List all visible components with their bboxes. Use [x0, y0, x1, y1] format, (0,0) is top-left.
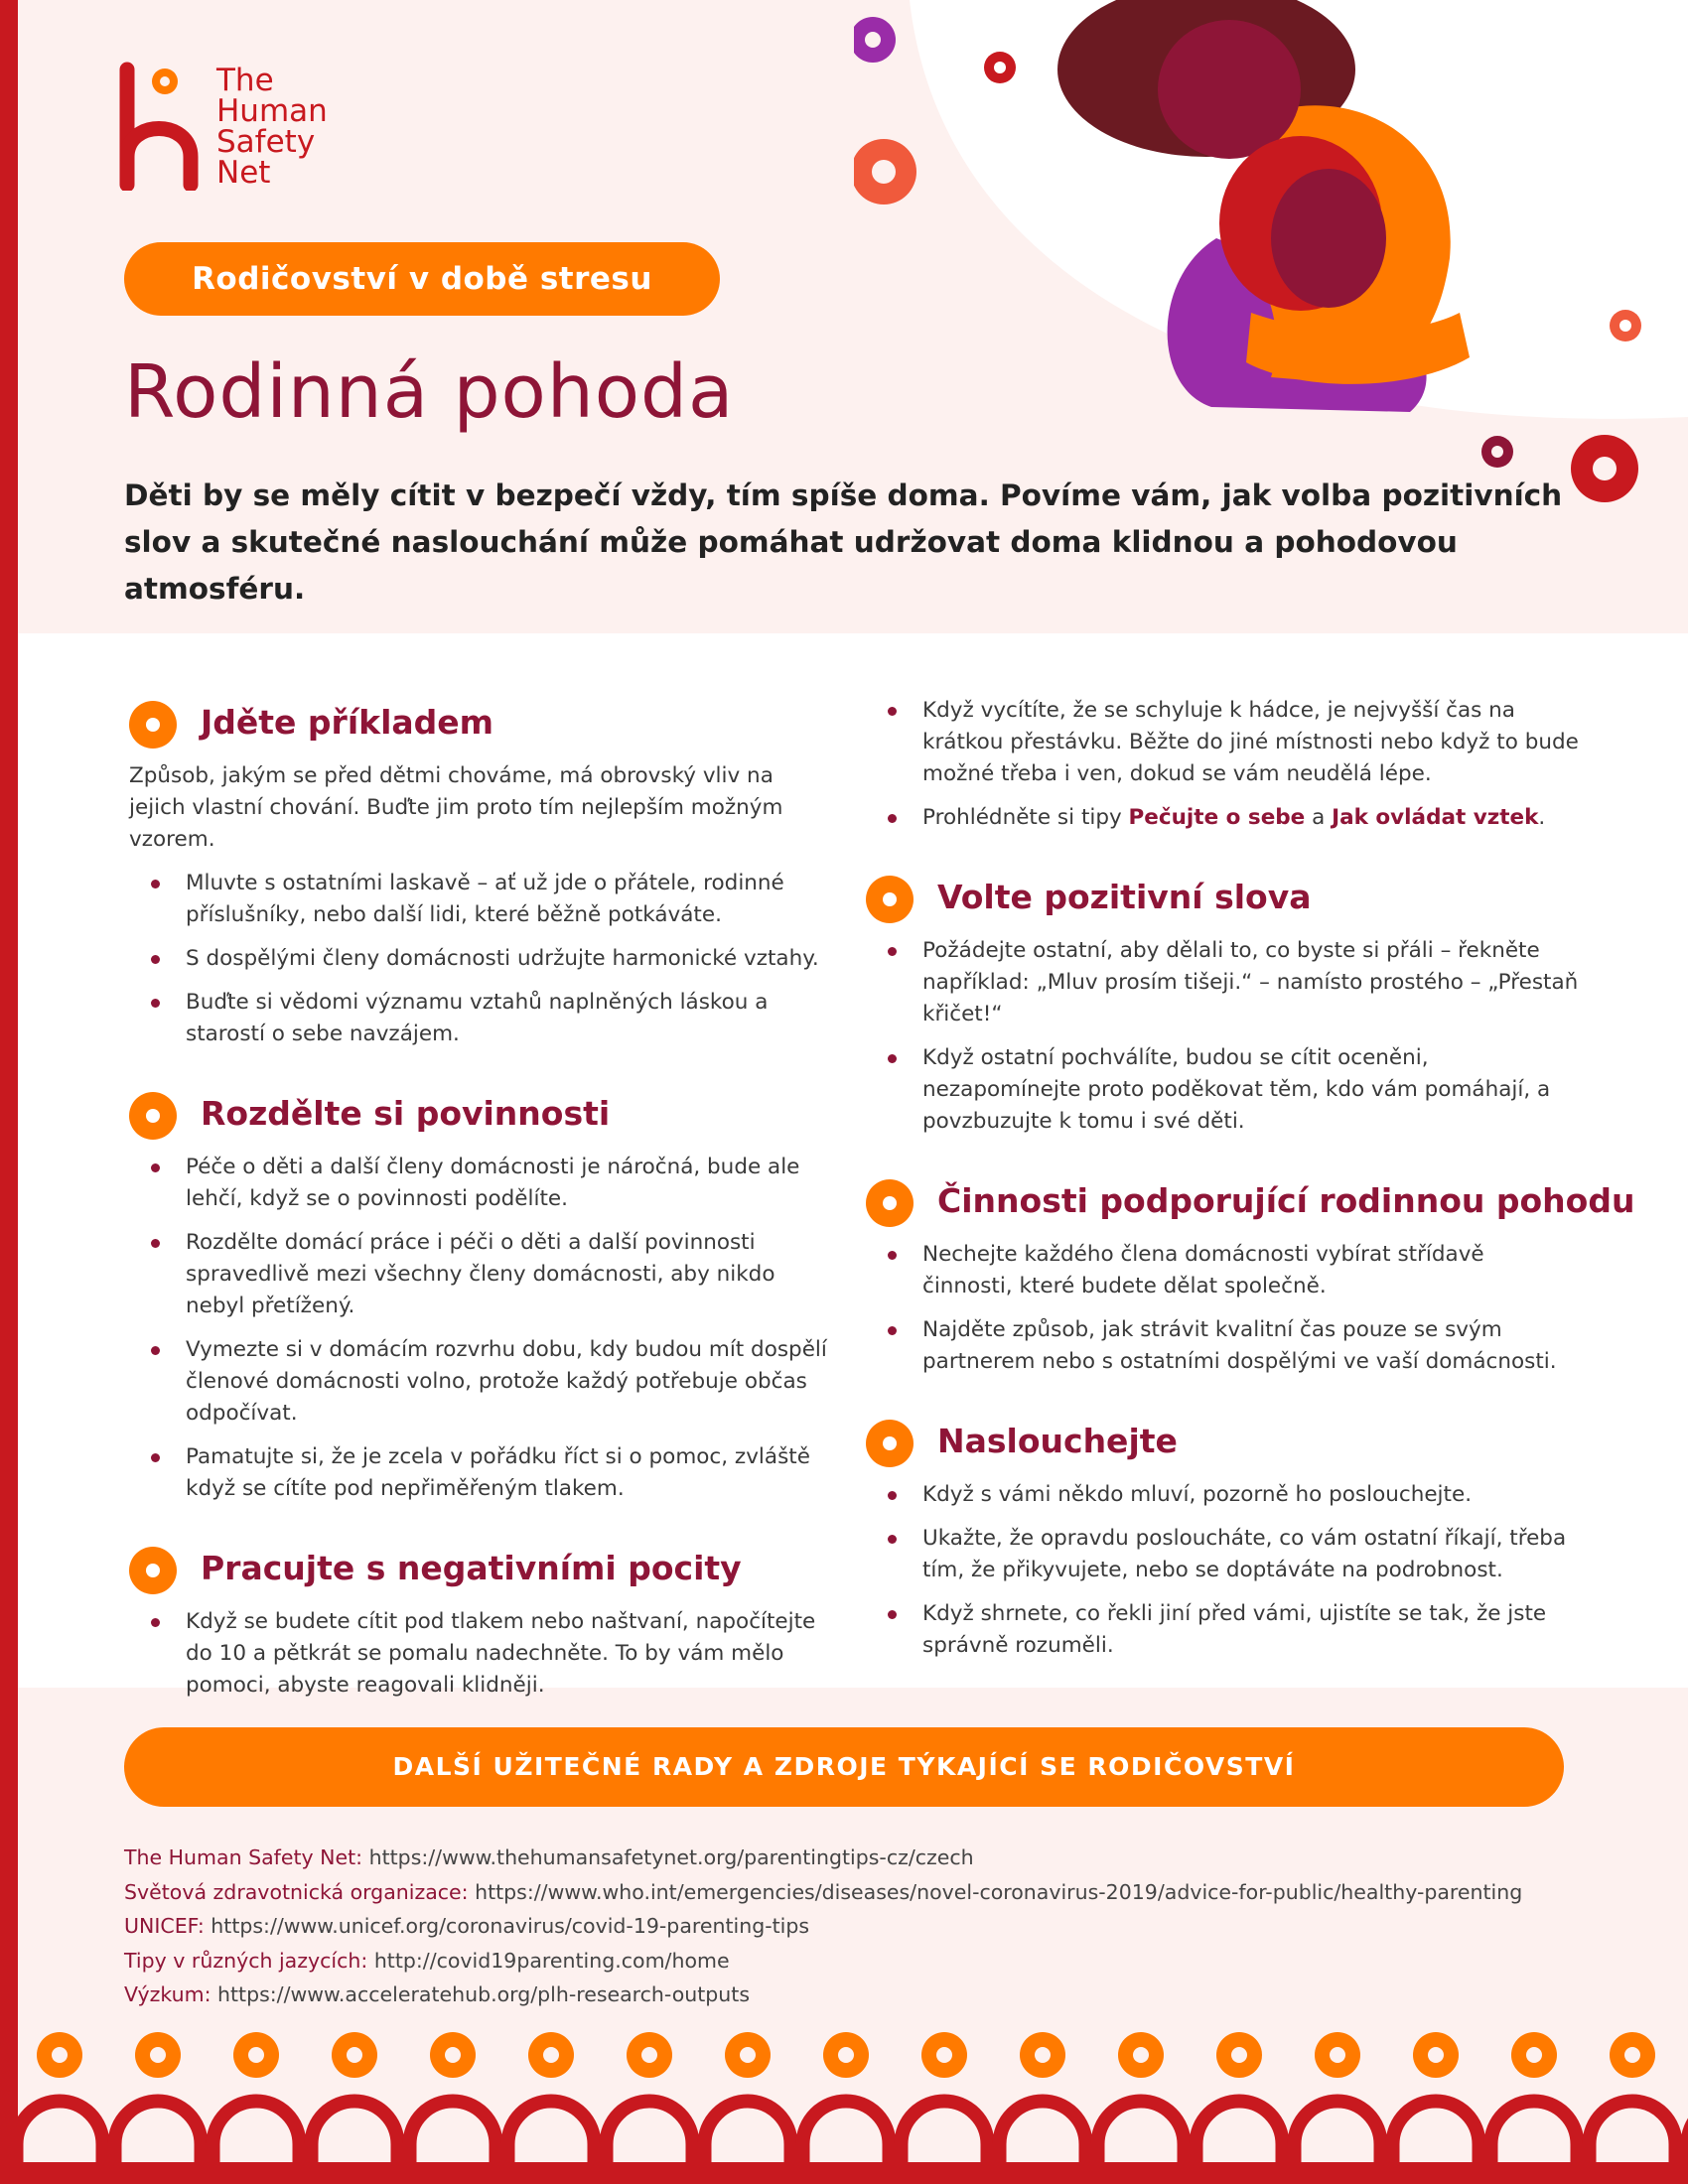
scallop-ring-hole [1526, 2047, 1542, 2063]
scallop-ring-hole [1133, 2047, 1149, 2063]
link-url[interactable]: https://www.unicef.org/coronavirus/covid-19-parenting-tips [211, 1914, 810, 1938]
scallop-ring-hole [248, 2047, 264, 2063]
section-heading [866, 870, 1581, 929]
text-fragment: Prohlédněte si tipy [922, 805, 1129, 830]
section-heading [129, 695, 834, 754]
left-accent-bar [0, 0, 18, 2184]
logo-wordmark [216, 63, 328, 191]
section-title: Pracujte s negativními pocity [201, 1549, 742, 1587]
bullet-ring-icon [129, 1092, 177, 1140]
scallop-ring-hole [1624, 2047, 1640, 2063]
scallop-ring-hole [1330, 2047, 1345, 2063]
topic-badge: Rodičovství v době stresu [124, 242, 720, 316]
list-item: Buďte si vědomi významu vztahů naplněných láskou a starostí o sebe navzájem. [129, 987, 834, 1050]
bullet-list [129, 1606, 834, 1702]
scallop-ring-hole [1035, 2047, 1051, 2063]
list-item [866, 802, 1581, 834]
list-item: Najděte způsob, jak strávit kvalitní čas pouze se svým partnerem nebo s ostatními dospělými ve vaší domácnosti. [866, 1314, 1581, 1378]
bullet-list [866, 935, 1581, 1138]
link-label: The Human Safety Net: [124, 1845, 363, 1869]
intro-paragraph: Děti by se měly cítit v bezpečí vždy, tím spíše doma. Povíme vám, jak volba pozitivních slov a skutečné naslouchání může pomáhat udržovat doma klidnou a pohodovou atmosféru. [124, 478, 1563, 606]
logo-line: Human [216, 93, 328, 129]
link-label: Světová zdravotnická organizace: [124, 1879, 469, 1904]
link-self-care[interactable]: Pečujte o sebe [1128, 805, 1306, 830]
section-title: Volte pozitivní slova [937, 878, 1312, 916]
left-column [129, 695, 834, 1713]
bullet-ring-icon [866, 876, 914, 923]
section-heading [866, 1414, 1581, 1473]
scallop-ring-hole [543, 2047, 559, 2063]
list-item: Ukažte, že opravdu posloucháte, co vám ostatní říkají, třeba tím, že přikyvujete, nebo se doptáváte na podrobnost. [866, 1523, 1581, 1586]
resource-link-row[interactable] [124, 1944, 1614, 1979]
scallop-ring-hole [1231, 2047, 1247, 2063]
list-item: Když vycítíte, že se schyluje k hádce, je nejvyšší čas na krátkou přestávku. Běžte do jiné místnosti nebo když to bude možné třeba i ven, dokud se vám neudělá lépe. [866, 695, 1581, 790]
scallop-ring-hole [740, 2047, 756, 2063]
more-resources-banner: DALŠÍ UŽITEČNÉ RADY A ZDROJE TÝKAJÍCÍ SE RODIČOVSTVÍ [124, 1727, 1564, 1807]
link-label: UNICEF: [124, 1914, 205, 1938]
link-label: Tipy v různých jazycích: [124, 1948, 368, 1973]
resource-links [124, 1841, 1614, 2012]
bullet-list [129, 868, 834, 1050]
list-item: Mluvte s ostatními laskavě – ať už jde o přátele, rodinné příslušníky, nebo další lidi, které běžně potkáváte. [129, 868, 834, 931]
link-anger-management[interactable]: Jak ovládat vztek [1332, 805, 1539, 830]
section-title: Jděte příkladem [201, 703, 494, 742]
bullet-ring-icon [129, 1547, 177, 1594]
text-fragment: a [1305, 805, 1333, 830]
text-fragment: . [1538, 805, 1546, 830]
list-item: Když se budete cítit pod tlakem nebo naštvaní, napočítejte do 10 a pětkrát se pomalu nadechněte. To by vám mělo pomoci, abyste reagovali klidněji. [129, 1606, 834, 1702]
bullet-ring-icon [866, 1179, 914, 1227]
resource-link-row[interactable] [124, 1875, 1614, 1910]
scallop-ring-hole [936, 2047, 952, 2063]
section-title: Naslouchejte [937, 1422, 1178, 1460]
bullet-list [129, 1152, 834, 1505]
list-item: Když shrnete, co řekli jiní před vámi, ujistíte se tak, že jste správně rozuměli. [866, 1598, 1581, 1662]
section-title: Činnosti podporující rodinnou pohodu [937, 1181, 1635, 1220]
link-url[interactable]: https://www.acceleratehub.org/plh-research-outputs [217, 1982, 750, 2006]
right-column [866, 695, 1635, 1674]
section-heading [866, 1173, 1635, 1233]
resource-link-row[interactable] [124, 1909, 1614, 1944]
list-item: Vymezte si v domácím rozvrhu dobu, kdy budou mít dospělí členové domácnosti volno, protože každý potřebuje občas odpočívat. [129, 1334, 834, 1430]
bullet-ring-icon [129, 701, 177, 749]
bullet-list [866, 1239, 1581, 1378]
scallop-ring-hole [150, 2047, 166, 2063]
bullet-ring-icon [866, 1420, 914, 1467]
link-url[interactable]: https://www.thehumansafetynet.org/parentingtips-cz/czech [368, 1845, 974, 1869]
decorative-scallop-border [18, 2025, 1688, 2184]
section-heading [129, 1086, 834, 1146]
scallop-band [18, 2162, 1688, 2184]
link-label: Výzkum: [124, 1982, 211, 2006]
scallop-ring-hole [347, 2047, 362, 2063]
section-intro: Způsob, jakým se před dětmi chováme, má obrovský vliv na jejich vlastní chování. Buďte jim proto tím nejlepším možným vzorem. [129, 763, 783, 852]
scallop-ring-hole [52, 2047, 68, 2063]
list-item: Péče o děti a další členy domácnosti je náročná, bude ale lehčí, když se o povinnosti podělíte. [129, 1152, 834, 1215]
scallop-ring-hole [838, 2047, 854, 2063]
logo[interactable] [117, 62, 355, 201]
list-item: Nechejte každého člena domácnosti vybírat střídavě činnosti, které budete dělat společně. [866, 1239, 1581, 1302]
section-heading [129, 1541, 834, 1600]
logo-mark-icon [117, 62, 207, 191]
logo-line: Safety [216, 124, 316, 160]
list-item: Pamatujte si, že je zcela v pořádku říct si o pomoc, zvláště když se cítíte pod nepřiměřeným tlakem. [129, 1441, 834, 1505]
resource-link-row[interactable] [124, 1841, 1614, 1875]
scallop-ring-hole [445, 2047, 461, 2063]
list-item: Požádejte ostatní, aby dělali to, co byste si přáli – řekněte například: „Mluv prosím tišeji.“ – namísto prostého – „Přestaň křičet!“ [866, 935, 1581, 1030]
section-title: Rozdělte si povinnosti [201, 1094, 611, 1133]
bullet-list [866, 695, 1581, 834]
scallop-ring-hole [641, 2047, 657, 2063]
bullet-list [866, 1479, 1581, 1662]
page-title: Rodinná pohoda [124, 349, 735, 435]
logo-line: The [216, 63, 274, 98]
list-item: Když s vámi někdo mluví, pozorně ho poslouchejte. [866, 1479, 1581, 1511]
link-url[interactable]: https://www.who.int/emergencies/diseases/novel-coronavirus-2019/advice-for-public/healthy-parenting [475, 1879, 1523, 1904]
resource-link-row[interactable] [124, 1978, 1614, 2012]
scallop-ring-hole [1428, 2047, 1444, 2063]
list-item: Rozdělte domácí práce i péči o děti a další povinnosti spravedlivě mezi všechny členy domácnosti, aby nikdo nebyl přetížený. [129, 1227, 834, 1322]
logo-line: Net [216, 155, 271, 191]
list-item: Když ostatní pochválíte, budou se cítit oceněni, nezapomínejte proto poděkovat těm, kdo vám pomáhají, a povzbuzujte k tomu i své děti. [866, 1042, 1581, 1138]
link-url[interactable]: http://covid19parenting.com/home [373, 1948, 730, 1973]
list-item: S dospělými členy domácnosti udržujte harmonické vztahy. [129, 943, 834, 975]
